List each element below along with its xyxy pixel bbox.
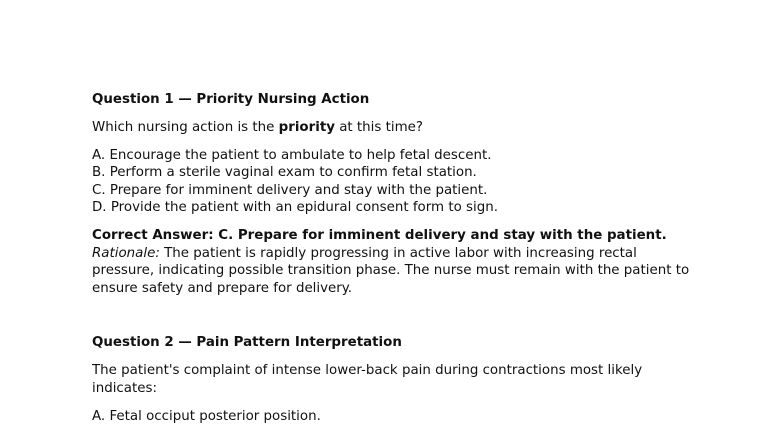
question-1 [92,91,692,297]
question-2-title: Question 2 — Pain Pattern Interpretation [92,335,402,351]
question-1-stem-emphasis: priority [278,120,335,135]
question-1-title: Question 1 — Priority Nursing Action [92,92,370,107]
question-1-correct-answer: Correct Answer: C. Prepare for imminent delivery and stay with the patient. [92,227,667,243]
question-1-option-c: C. Prepare for imminent delivery and stay with the patient. [92,182,488,198]
question-2-stem: The patient's complaint of intense lower-back pain during contractions most likely indicates: [92,363,643,396]
question-1-option-b: B. Perform a sterile vaginal exam to confirm fetal station. [92,165,477,181]
question-1-rationale-label: Rationale: [92,245,160,261]
question-2-option-a: A. Fetal occiput posterior position. [92,408,321,424]
question-2 [92,334,692,425]
question-1-stem-start: Which nursing action is the [92,120,279,135]
question-1-stem [92,119,692,137]
question-1-option-a: A. Encourage the patient to ambulate to help fetal descent. [92,147,492,163]
question-2-options [92,408,692,426]
question-1-rationale-text: The patient is rapidly progressing in active labor with increasing rectal pressure, indicating possible transition phase. The nurse must remain with the patient to ensure safety and prepare for delivery. [92,245,690,296]
question-1-option-d: D. Provide the patient with an epidural consent form to sign. [92,200,498,216]
document-content [92,91,692,425]
question-1-rationale [92,245,692,298]
question-1-options [92,147,692,217]
question-1-stem-end: at this time? [334,120,423,135]
